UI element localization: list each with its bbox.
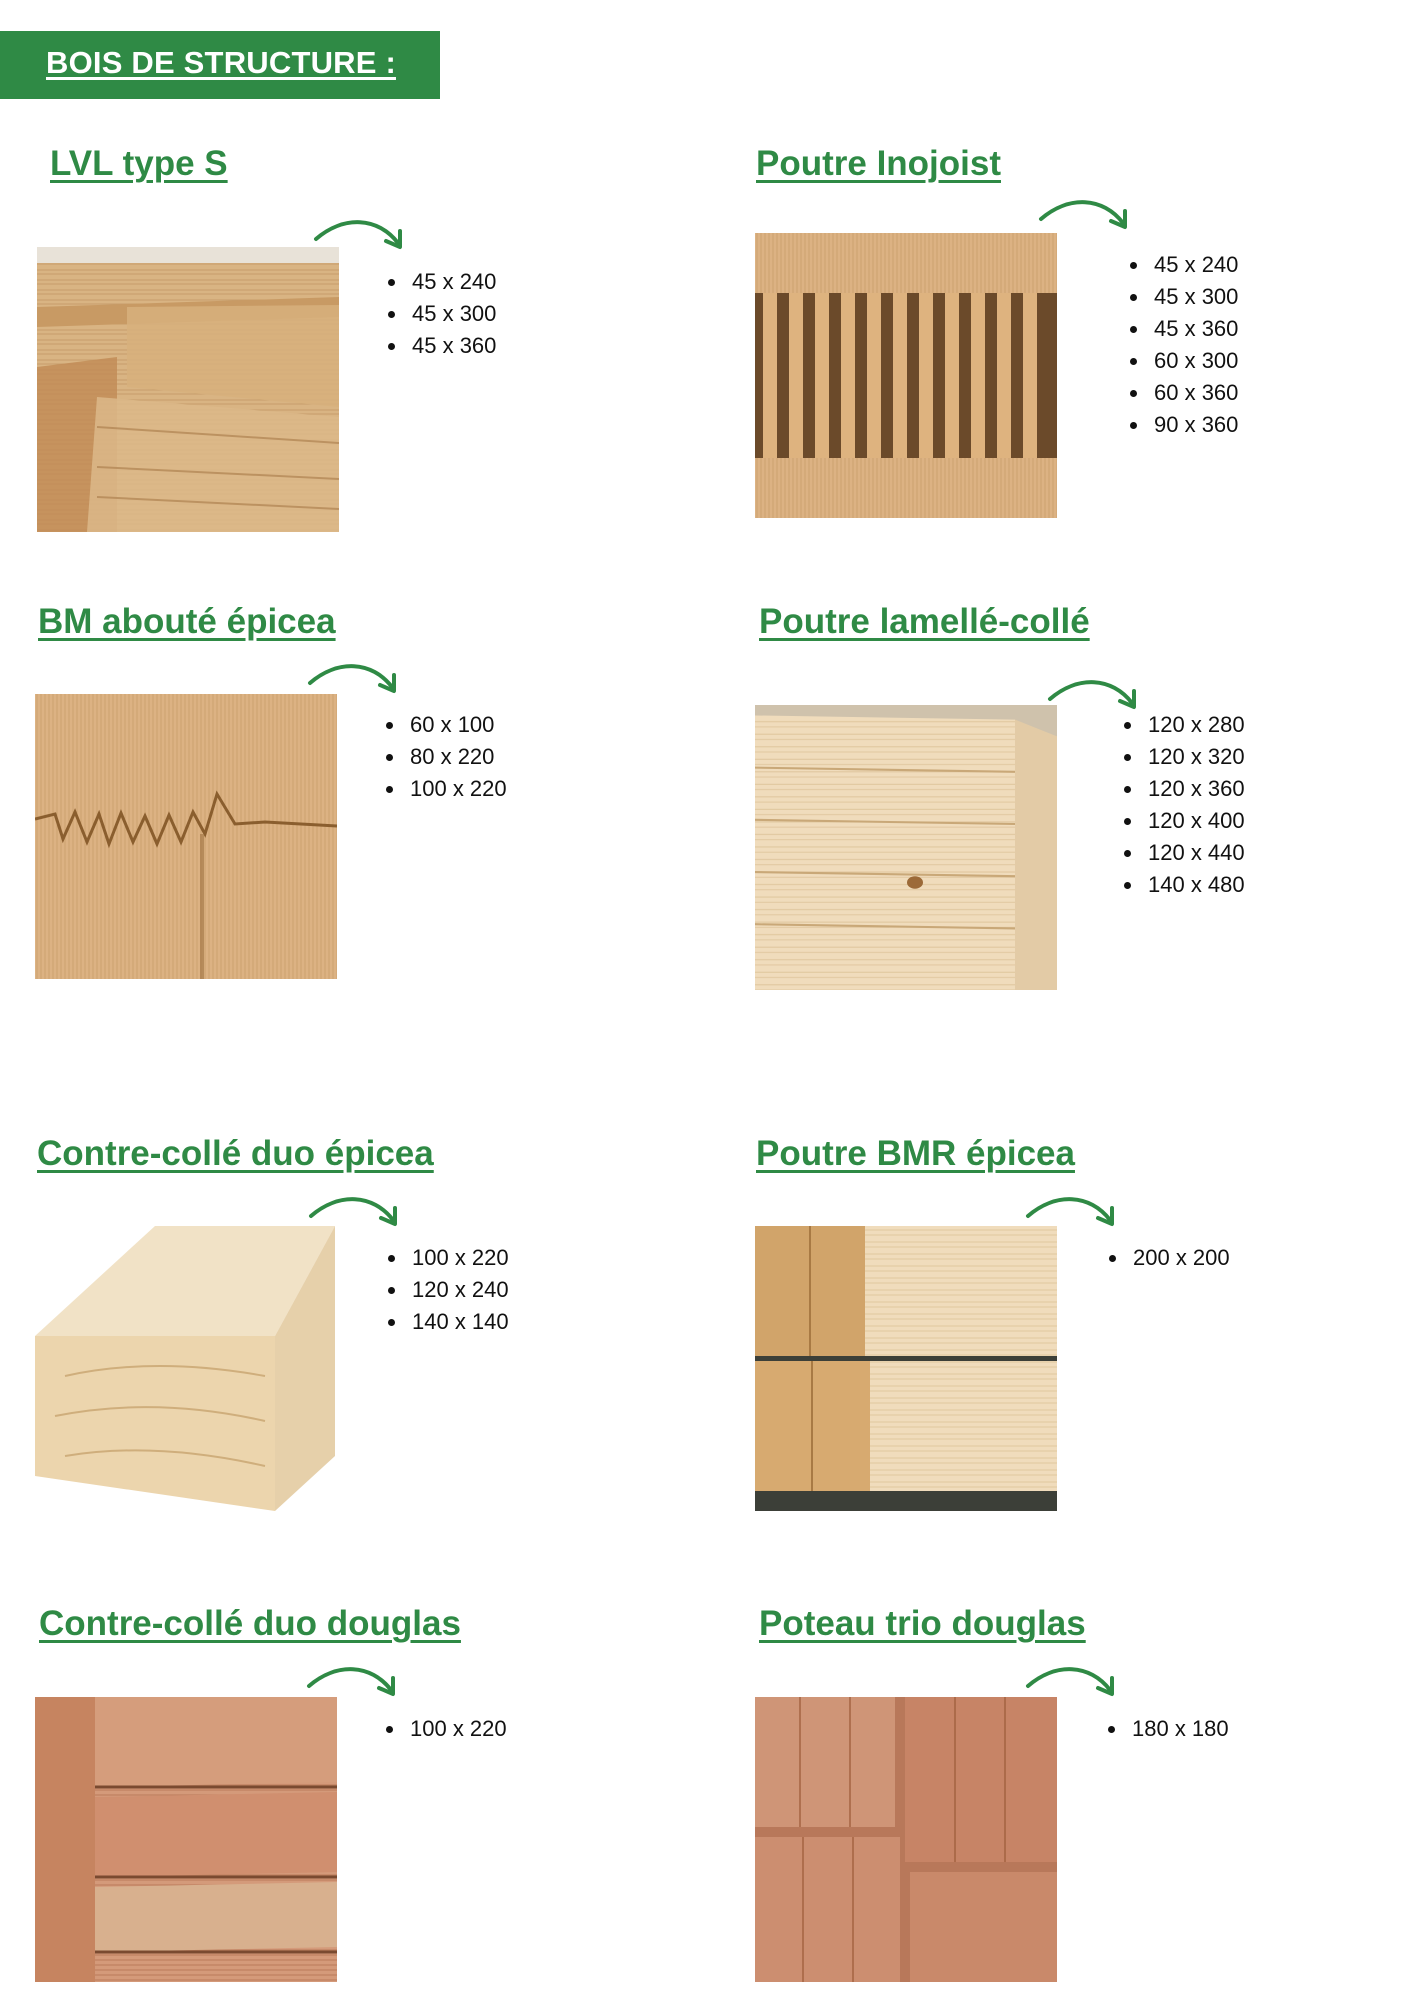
section-title: BOIS DE STRUCTURE : xyxy=(46,45,396,80)
size-item: • 60 x 100 xyxy=(406,709,507,741)
size-item: • 100 x 220 xyxy=(406,1713,507,1745)
size-item: • 140 x 140 xyxy=(408,1306,509,1338)
product-title-duo-douglas: Contre-collé duo douglas xyxy=(39,1604,461,1643)
section-banner xyxy=(0,31,440,99)
size-item: • 140 x 480 xyxy=(1144,869,1245,901)
size-item: • 45 x 300 xyxy=(1150,281,1238,313)
size-item: • 200 x 200 xyxy=(1129,1242,1230,1274)
product-title-trio-douglas: Poteau trio douglas xyxy=(759,1604,1086,1643)
product-title-lvl: LVL type S xyxy=(50,144,228,183)
product-photo-duo-epicea xyxy=(35,1226,337,1511)
size-item: • 120 x 280 xyxy=(1144,709,1245,741)
size-item: • 120 x 440 xyxy=(1144,837,1245,869)
size-list-trio-douglas xyxy=(1098,1713,1229,1745)
size-item: • 120 x 360 xyxy=(1144,773,1245,805)
product-photo-duo-douglas xyxy=(35,1697,337,1982)
product-title-lamelle-colle: Poutre lamellé-collé xyxy=(759,602,1090,641)
size-item: • 100 x 220 xyxy=(406,773,507,805)
product-title-bm-aboute: BM abouté épicea xyxy=(38,602,336,641)
size-item: • 120 x 240 xyxy=(408,1274,509,1306)
size-list-duo-epicea xyxy=(378,1242,509,1338)
size-list-bmr-epicea xyxy=(1099,1242,1230,1274)
size-item: • 100 x 220 xyxy=(408,1242,509,1274)
product-title-bmr-epicea: Poutre BMR épicea xyxy=(756,1134,1075,1173)
product-photo-lamelle-colle xyxy=(755,705,1057,990)
size-item: • 80 x 220 xyxy=(406,741,507,773)
size-item: • 45 x 360 xyxy=(1150,313,1238,345)
size-item: • 180 x 180 xyxy=(1128,1713,1229,1745)
size-item: • 60 x 300 xyxy=(1150,345,1238,377)
product-title-duo-epicea: Contre-collé duo épicea xyxy=(37,1134,434,1173)
product-photo-trio-douglas xyxy=(755,1697,1057,1982)
size-item: • 60 x 360 xyxy=(1150,377,1238,409)
product-photo-lvl xyxy=(37,247,339,532)
product-photo-bmr-epicea xyxy=(755,1226,1057,1511)
size-item: • 120 x 320 xyxy=(1144,741,1245,773)
size-list-inojoist xyxy=(1120,249,1238,441)
size-list-bm-aboute xyxy=(376,709,507,805)
product-photo-inojoist xyxy=(755,233,1057,518)
size-item: • 45 x 240 xyxy=(1150,249,1238,281)
size-list-lvl xyxy=(378,266,496,362)
size-item: • 90 x 360 xyxy=(1150,409,1238,441)
product-title-inojoist: Poutre Inojoist xyxy=(756,144,1001,183)
size-item: • 45 x 300 xyxy=(408,298,496,330)
size-item: • 45 x 240 xyxy=(408,266,496,298)
size-list-duo-douglas xyxy=(376,1713,507,1745)
product-photo-bm-aboute xyxy=(35,694,337,979)
size-item: • 120 x 400 xyxy=(1144,805,1245,837)
size-item: • 45 x 360 xyxy=(408,330,496,362)
size-list-lamelle-colle xyxy=(1114,709,1245,901)
